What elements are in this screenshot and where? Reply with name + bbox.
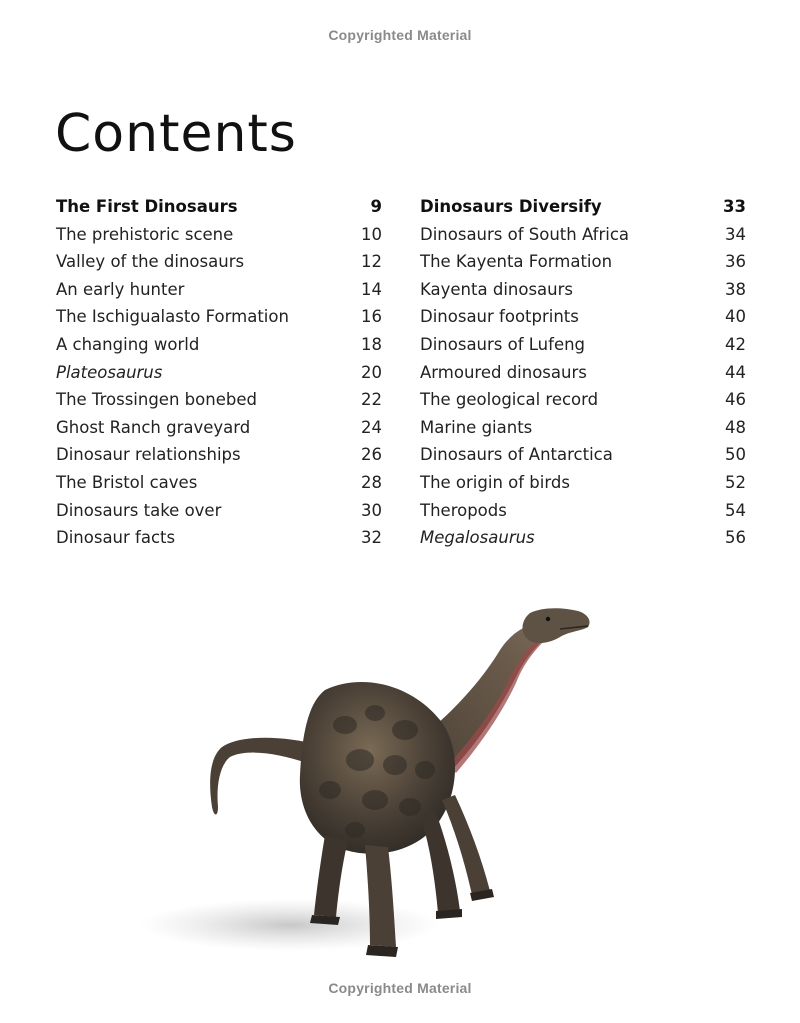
toc-entry-page: 44 — [725, 362, 746, 382]
toc-entry-title: Armoured dinosaurs — [420, 362, 587, 382]
toc-entry-title: Marine giants — [420, 417, 533, 437]
toc-entry-page: 9 — [370, 197, 382, 216]
toc-entry-page: 10 — [361, 224, 382, 244]
toc-left-column — [56, 193, 382, 552]
toc-entry-title: An early hunter — [56, 279, 185, 299]
toc-entry[interactable] — [420, 386, 746, 414]
toc-entry-page: 18 — [361, 334, 382, 354]
toc-entry-page: 24 — [361, 417, 382, 437]
toc-entry-title: Dinosaurs of Antarctica — [420, 445, 613, 465]
toc-entry-page: 33 — [723, 197, 746, 216]
toc-entry-page: 12 — [361, 252, 382, 272]
toc-entry-title: Kayenta dinosaurs — [420, 279, 573, 299]
toc-entry-page: 54 — [725, 500, 746, 520]
dinosaur-illustration — [130, 595, 610, 975]
toc-entry-title: The Bristol caves — [56, 472, 198, 492]
toc-entry-page: 28 — [361, 472, 382, 492]
toc-entry[interactable] — [420, 524, 746, 552]
toc-entry-page: 32 — [361, 528, 382, 548]
toc-entry-title: Valley of the dinosaurs — [56, 252, 245, 272]
toc-entry-title: Dinosaurs Diversify — [420, 197, 602, 216]
toc-entry[interactable] — [420, 414, 746, 442]
toc-entry[interactable] — [56, 193, 382, 221]
toc-entry-title: A changing world — [56, 334, 200, 354]
toc-entry-title: Dinosaurs of South Africa — [420, 224, 630, 244]
page-title: Contents — [55, 104, 297, 164]
toc-entry[interactable] — [420, 276, 746, 304]
toc-entry-page: 20 — [361, 362, 382, 382]
toc-entry-page: 26 — [361, 445, 382, 465]
eye — [546, 617, 550, 621]
toc-entry-page: 48 — [725, 417, 746, 437]
toc-entry-title: Dinosaurs take over — [56, 500, 222, 520]
toc-entry[interactable] — [56, 414, 382, 442]
toc-entry-title: Dinosaur footprints — [420, 307, 579, 327]
toc-entry-title: The prehistoric scene — [56, 224, 234, 244]
toc-entry[interactable] — [56, 221, 382, 249]
toc-entry-page: 14 — [361, 279, 382, 299]
toc-entry-page: 46 — [725, 390, 746, 410]
toc-entry-title: Plateosaurus — [56, 362, 163, 382]
toc-entry[interactable] — [56, 331, 382, 359]
toc-entry[interactable] — [420, 303, 746, 331]
toc-entry[interactable] — [56, 524, 382, 552]
toc-entry-title: The geological record — [420, 390, 599, 410]
toc-entry-page: 50 — [725, 445, 746, 465]
toc-entry-title: The Kayenta Formation — [420, 252, 613, 272]
toc-entry-title: The origin of birds — [420, 472, 570, 492]
toc-entry[interactable] — [420, 331, 746, 359]
toc-entry-title: Dinosaur facts — [56, 528, 176, 548]
copyright-watermark-bottom: Copyrighted Material — [328, 980, 472, 996]
toc-entry[interactable] — [56, 386, 382, 414]
toc-entry[interactable] — [56, 359, 382, 387]
toc-entry[interactable] — [420, 193, 746, 221]
toc-right-column — [420, 193, 746, 552]
toc-entry[interactable] — [420, 221, 746, 249]
toc-entry[interactable] — [420, 359, 746, 387]
toc-entry[interactable] — [56, 497, 382, 525]
toc-entry-page: 56 — [725, 528, 746, 548]
toc-entry-page: 40 — [725, 307, 746, 327]
toc-entry-title: Ghost Ranch graveyard — [56, 417, 251, 437]
toc-entry-title: The Ischigualasto Formation — [56, 307, 289, 327]
toc-entry-page: 16 — [361, 307, 382, 327]
toc-entry-page: 38 — [725, 279, 746, 299]
toc-entry-title: Megalosaurus — [420, 528, 535, 548]
toc-entry-page: 22 — [361, 390, 382, 410]
toc-entry[interactable] — [56, 469, 382, 497]
toc-entry-page: 34 — [725, 224, 746, 244]
toc-entry-title: Dinosaurs of Lufeng — [420, 334, 586, 354]
foot — [366, 945, 398, 957]
toc-entry[interactable] — [420, 469, 746, 497]
toc-entry[interactable] — [56, 276, 382, 304]
toc-entry-title: Theropods — [420, 500, 507, 520]
toc-entry[interactable] — [420, 497, 746, 525]
toc-entry-page: 42 — [725, 334, 746, 354]
head — [523, 608, 590, 643]
toc-entry-title: The Trossingen bonebed — [56, 390, 257, 410]
sauropodomorph-dinosaur-icon — [130, 595, 610, 975]
toc-entry-page: 30 — [361, 500, 382, 520]
toc-entry-page: 52 — [725, 472, 746, 492]
toc-entry[interactable] — [420, 441, 746, 469]
toc-entry-title: Dinosaur relationships — [56, 445, 241, 465]
toc-entry[interactable] — [56, 441, 382, 469]
copyright-watermark-top: Copyrighted Material — [328, 27, 472, 43]
toc-entry-page: 36 — [725, 252, 746, 272]
toc-entry-title: The First Dinosaurs — [56, 197, 238, 216]
toc-entry[interactable] — [56, 303, 382, 331]
toc-entry[interactable] — [420, 248, 746, 276]
toc-entry[interactable] — [56, 248, 382, 276]
